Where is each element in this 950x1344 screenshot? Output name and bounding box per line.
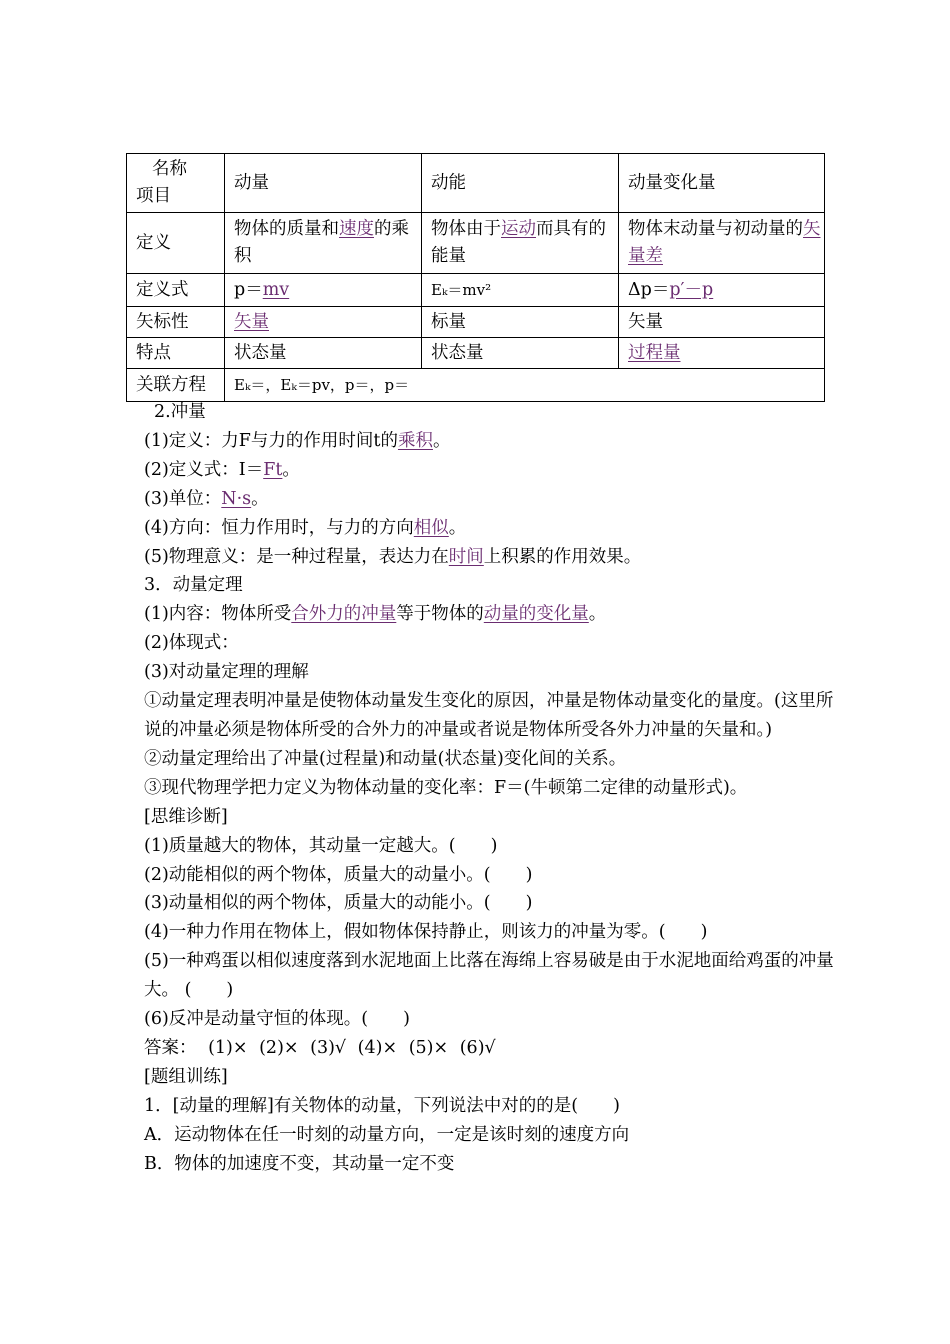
table-cell: Eₖ＝mv² [422,274,619,307]
corner-top-label: 名称 [152,159,187,179]
answer-label: 答案： [144,1037,197,1058]
table-cell: 状态量 [422,338,619,369]
line-text: 等于物体的 [396,604,484,625]
answer-item: (1)× [208,1037,248,1058]
text-line [144,514,834,543]
col-header-kinetic-energy: 动能 [422,154,619,213]
line-text: (1)内容：物体所受 [144,604,292,625]
underlined-answer: 合外力的冲量 [291,604,397,625]
cell-text: 而具有的能量 [431,219,606,266]
document-body [144,398,834,1178]
table-header-row [127,154,825,213]
comparison-table [126,153,825,402]
cell-text: 物体的质量和 [234,219,339,239]
underlined-answer: 过程量 [628,342,681,363]
table-cell [225,307,422,338]
text-paragraph: ①动量定理表明冲量是使物体动量发生变化的原因，冲量是物体动量变化的量度。(这里所说的冲量必须是物体所受的合外力的冲量或者说是物体所受各外力冲量的矢量和。) [144,691,834,740]
cell-text: 物体由于 [431,219,501,239]
quiz-item: (1)质量越大的物体，其动量一定越大。( ) [144,835,498,856]
answer-item: (6)√ [459,1037,496,1058]
table-cell [619,274,825,307]
line-text: 。 [432,430,451,451]
cell-text: Δp＝ [628,279,670,300]
line-text: 。 [282,459,300,480]
text-line [144,543,834,572]
table-cell [619,213,825,274]
table-cell: 标量 [422,307,619,338]
underlined-answer: 时间 [448,546,484,567]
col-header-momentum-change: 动量变化量 [619,154,825,213]
table-row-feature [127,338,825,369]
underlined-answer: mv [262,279,290,300]
section-heading: [题组训练] [144,1066,228,1087]
quiz-item: (3)动量相似的两个物体，质量大的动能小。( ) [144,893,533,914]
table-row-relation [127,369,825,402]
underlined-answer: N·s [221,488,252,509]
underlined-answer: 乘积 [397,430,433,451]
cell-text: p＝ [234,279,263,300]
table-cell: 状态量 [225,338,422,369]
underlined-answer: 相似 [413,517,449,538]
row-label: 矢标性 [127,307,225,338]
underlined-answer: 运动 [501,219,536,239]
cell-text: 物体末动量与初动量的 [628,219,803,239]
section-heading: [思维诊断] [144,806,228,827]
row-label: 定义式 [127,274,225,307]
option-line: B．物体的加速度不变，其动量一定不变 [144,1153,455,1174]
underlined-answer: 动量的变化量 [483,604,589,625]
table-row-formula [127,274,825,307]
table-cell [225,213,422,274]
quiz-item: (5)一种鸡蛋以相似速度落到水泥地面上比落在海绵上容易破是由于水泥地面给鸡蛋的冲量大。 ( ) [144,951,834,1001]
line-text: 。 [251,488,269,509]
table-corner-cell [127,154,225,213]
text-line [144,456,834,485]
answer-item: (2)× [259,1037,299,1058]
answer-item: (5)× [408,1037,449,1058]
quiz-item: (2)动能相似的两个物体，质量大的动量小。( ) [144,864,533,885]
line-text: 。 [588,604,607,625]
row-label: 特点 [127,338,225,369]
row-label: 定义 [127,213,225,274]
text-line [144,600,834,629]
text-line [144,485,834,514]
table-row-definition [127,213,825,274]
line-text: 上积累的作用效果。 [483,546,642,567]
table-cell [619,338,825,369]
underlined-answer: p′－p [669,279,714,300]
line-text: (2)定义式：I＝ [144,459,264,480]
text-line: (2)体现式： [144,633,239,654]
corner-bottom-label: 项目 [136,186,171,206]
line-text: (1)定义：力F与力的作用时间t的 [144,430,398,451]
line-text: (4)方向：恒力作用时，与力的方向 [144,517,414,538]
line-text: (3)单位： [144,488,222,509]
text-line [144,427,834,456]
underlined-answer: 矢量 [234,311,269,332]
line-text: (5)物理意义：是一种过程量，表达力在 [144,546,449,567]
text-line: (3)对动量定理的理解 [144,662,309,683]
table-cell [422,213,619,274]
cell-text: 的乘积 [234,219,409,266]
table-cell: 矢量 [619,307,825,338]
quiz-item: (4)一种力作用在物体上，假如物体保持静止，则该力的冲量为零。( ) [144,922,708,943]
table-cell: Eₖ＝，Eₖ＝pv，p＝，p＝ [225,369,825,402]
underlined-answer: 速度 [339,219,374,239]
table-cell [225,274,422,307]
section-heading: 2.冲量 [154,402,206,422]
col-header-momentum: 动量 [225,154,422,213]
option-line: A．运动物体在任一时刻的动量方向，一定是该时刻的速度方向 [144,1124,630,1145]
quiz-item: (6)反冲是动量守恒的体现。( ) [144,1009,410,1030]
row-label: 关联方程 [127,369,225,402]
answer-item: (4)× [357,1037,398,1058]
text-line: ②动量定理给出了冲量(过程量)和动量(状态量)变化间的关系。 [144,748,627,769]
question-line: 1．[动量的理解]有关物体的动量，下列说法中对的的是( ) [144,1095,620,1116]
answer-item: (3)√ [310,1037,347,1058]
table-row-vector [127,307,825,338]
section-heading: 3．动量定理 [144,575,243,596]
text-line: ③现代物理学把力定义为物体动量的变化率：F＝(牛顿第二定律的动量形式)。 [144,777,748,798]
underlined-answer: Ft [263,459,283,480]
answer-line [144,1034,834,1063]
line-text: 。 [448,517,467,538]
underlined-answer: 矢量差 [628,219,821,266]
